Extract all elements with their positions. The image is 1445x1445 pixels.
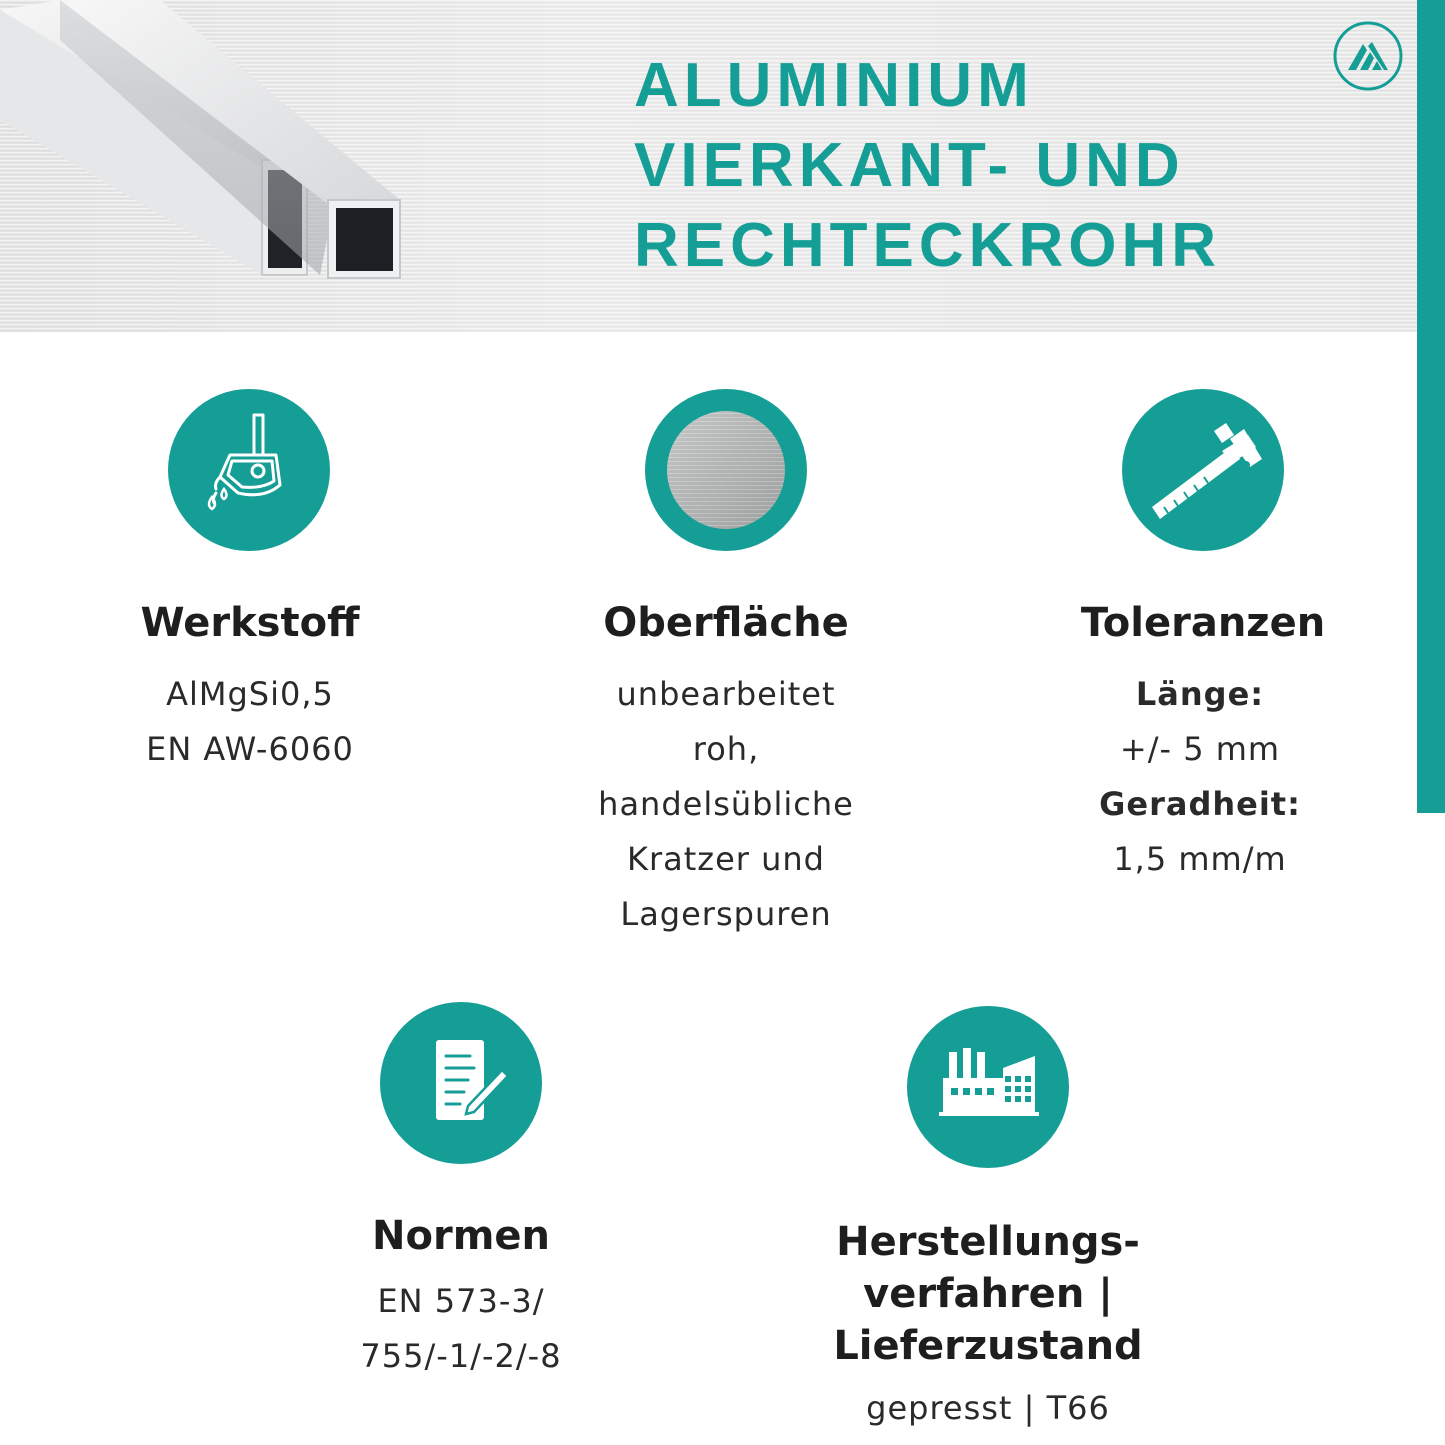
title-line-2: VIERKANT- UND (634, 131, 1185, 200)
herstellung-text (838, 1381, 1138, 1436)
herstellung-title-line: Herstellungs- (836, 1219, 1140, 1265)
normen-line: 755/-1/-2/-8 (360, 1337, 562, 1375)
aluminium-triangle-logo-icon (1332, 20, 1404, 92)
aluminium-tubes-photo (0, 0, 440, 332)
oberflaeche-text (556, 667, 896, 942)
laenge-label: Länge: (1135, 675, 1265, 713)
werkstoff-line: EN AW-6060 (146, 730, 354, 768)
normen-title: Normen (372, 1213, 550, 1259)
title-line-1: ALUMINIUM (634, 51, 1034, 120)
werkstoff-title: Werkstoff (140, 600, 360, 646)
geradheit-value: 1,5 mm/m (1113, 840, 1287, 878)
accent-sidebar-bar (1417, 0, 1445, 813)
title-line-3: RECHTECKROHR (634, 211, 1221, 280)
oberflaeche-line: unbearbeitet (616, 675, 836, 713)
toleranzen-text (1050, 667, 1350, 887)
laenge-value: +/- 5 mm (1119, 730, 1281, 768)
normen-line: EN 573-3/ (377, 1282, 545, 1320)
normen-text (311, 1274, 611, 1384)
geradheit-label: Geradheit: (1099, 785, 1301, 823)
brushed-metal-surface-icon (645, 389, 807, 551)
werkstoff-text (100, 667, 400, 777)
herstellung-line: gepresst | T66 (866, 1389, 1110, 1427)
oberflaeche-title: Oberfläche (603, 600, 849, 646)
caliper-icon (1122, 389, 1284, 551)
header-banner (0, 0, 1420, 332)
oberflaeche-line: roh, (692, 730, 760, 768)
oberflaeche-line: Lagerspuren (620, 895, 832, 933)
werkstoff-line: AlMgSi0,5 (166, 675, 334, 713)
toleranzen-title: Toleranzen (1080, 600, 1326, 646)
herstellung-title-line: Lieferzustand (833, 1323, 1143, 1369)
herstellung-title (815, 1216, 1161, 1372)
herstellung-title-line: verfahren | (863, 1271, 1113, 1317)
factory-icon (907, 1006, 1069, 1168)
oberflaeche-line: handelsübliche (598, 785, 854, 823)
crucible-pour-icon (168, 389, 330, 551)
oberflaeche-line: Kratzer und (627, 840, 825, 878)
page-title (634, 46, 1221, 286)
document-pen-icon (380, 1002, 542, 1164)
